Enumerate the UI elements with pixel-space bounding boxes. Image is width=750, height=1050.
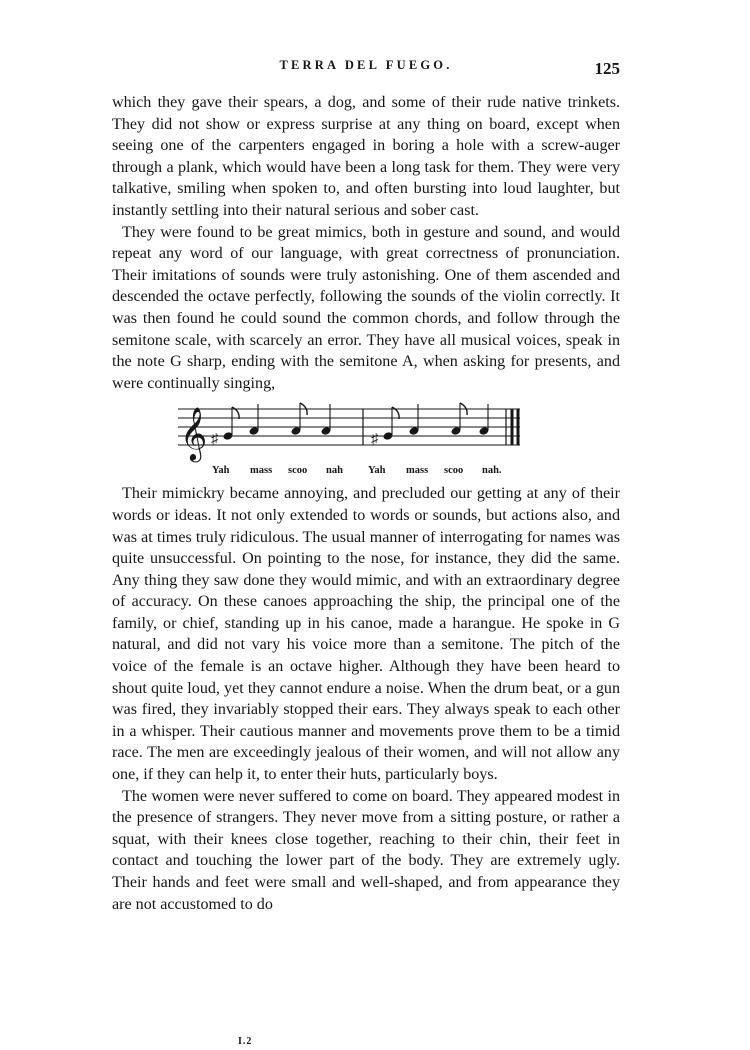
sharp-icon: ♯ [211,432,218,448]
paragraph-2: They were found to be great mimics, both in gesture and sound, and would repeat any word of our language, with great correctness of pronunciation. Their imitations of sounds were truly astonishing. One of them ascended and descended the octave perfectly, following the sounds of the violin correctly. It was then found he could sound the common chords, and follow through the semitone scale, with scarcely an error. They have all musical voices, speak in the note G sharp, ending with the semitone A, when asking for presents, and were continually singing, [112,223,620,392]
note-scoo-2 [451,403,468,436]
lyric-syllable: mass [406,465,429,477]
running-head: TERRA DEL FUEGO. [279,58,453,72]
sharp-icon: ♯ [371,432,378,448]
staff-lines [178,409,520,448]
lyric-syllable: scoo [288,465,308,477]
paragraph-1: which they gave their spears, a dog, and some of their rude native trinkets. They did not show or express surprise at any thing on board, except when seeing one of the carpenters engaged in boring a hole with a screw-auger through a plank, which would have been a long task for them. They were very talkative, smiling when spoken to, and often bursting into loud laughter, but instantly settling into their natural serious and sober cast. [112,94,620,219]
lyric-syllable: scoo [444,465,464,477]
music-notation [178,399,546,478]
signature-mark: I.2 [238,1036,253,1047]
note-scoo-1 [291,403,308,436]
page-body [112,92,620,915]
lyric-syllable: Yah [212,465,230,477]
music-staff-figure [178,399,546,463]
page-header [112,58,620,82]
lyric-syllable: mass [250,465,273,477]
lyric-syllable: nah. [482,465,502,477]
paragraph-3: Their mimickry became annoying, and precluded our getting at any of their words or ideas. It not only extended to words or sounds, but actions also, and was at times truly ridiculous. The usual manner of interrogating for names was quite unsuccessful. On pointing to the nose, for instance, they did the same. Any thing they saw done they would mimic, and with an extraordinary degree of accuracy. On these canoes approaching the ship, the principal one of the family, or chief, standing up in his canoe, made a harangue. He spoke in G natural, and did not vary his voice more than a semitone. The pitch of the voice of the female is an octave higher. Although they have been heard to shout quite loud, yet they cannot endure a noise. When the drum beat, or a gun was fired, they invariably stopped their ears. They always speak to each other in a whisper. Their cautious manner and movements prove them to be a timid race. The men are exceedingly jealous of their women, and will not allow any one, if they can help it, to enter their huts, particularly boys. [112,485,620,784]
music-lyrics [212,464,546,478]
paragraph-4: The women were never suffered to come on board. They appeared modest in the presence of strangers. They never move from a sitting posture, or rather a squat, with their knees close together, reaching to their chin, their feet in contact and touching the lower part of the body. They are extremely ugly. Their hands and feet were small and well-shaped, and from appearance they are not accustomed to do [112,787,620,913]
page-number: 125 [594,59,620,78]
lyric-syllable: Yah [368,465,386,477]
treble-clef-icon: 𝄞 [180,406,208,461]
lyric-syllable: nah [326,465,343,477]
